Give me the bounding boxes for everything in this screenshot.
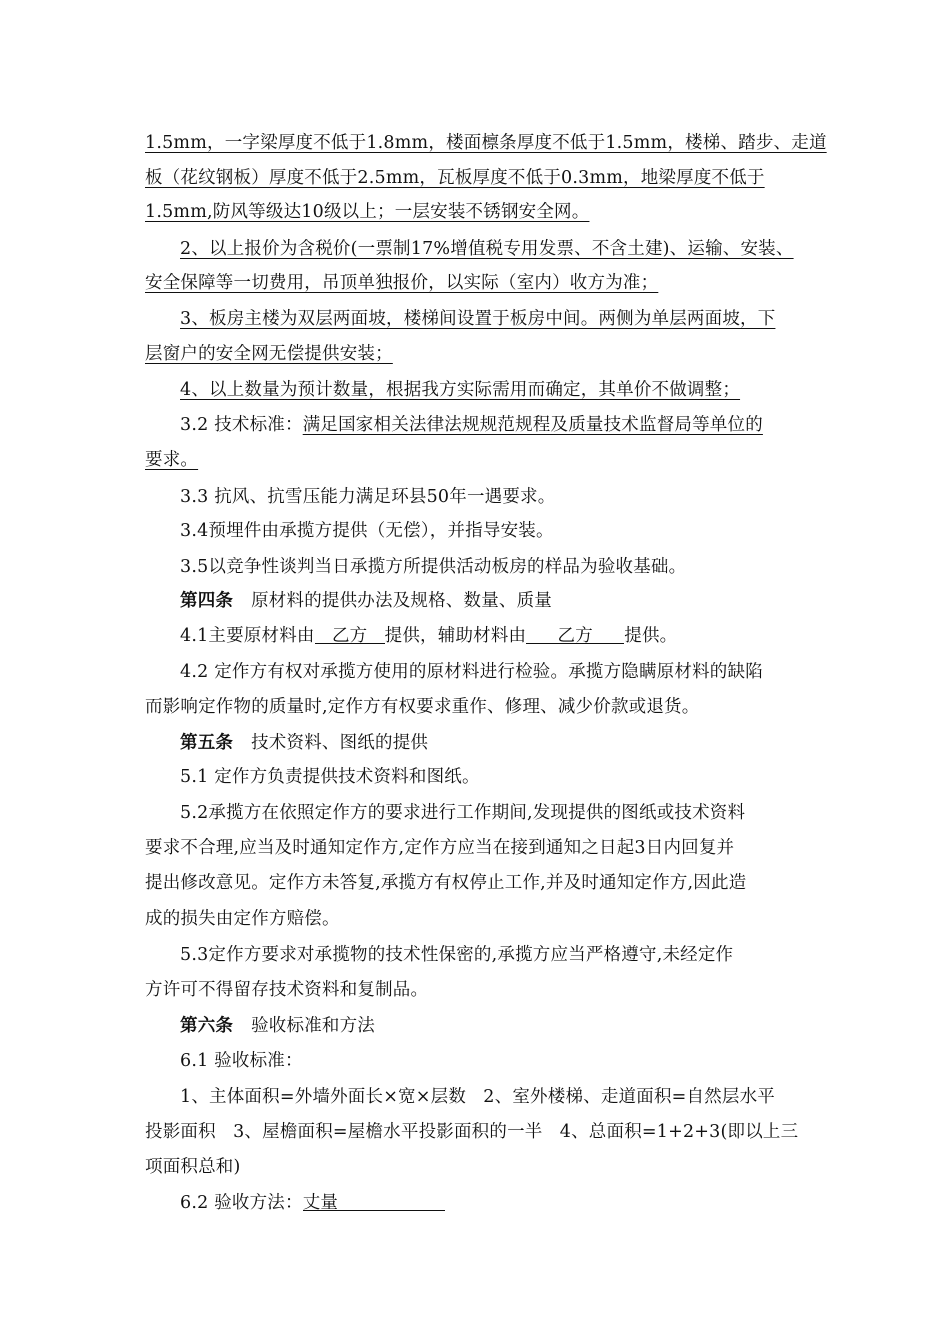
text-line: 4、以上数量为预计数量，根据我方实际需用而确定，其单价不做调整； — [180, 380, 741, 400]
clause-3-4: 3.4预埋件由承揽方提供（无偿），并指导安装。 — [180, 521, 554, 541]
text-line: 2、以上报价为含税价(一票制17%增值税专用发票、不含土建)、运输、安装、 — [180, 239, 794, 259]
article-6-heading — [180, 1014, 810, 1038]
clause-3-5: 3.5以竞争性谈判当日承揽方所提供活动板房的样品为验收基础。 — [180, 557, 687, 577]
text-line: 层窗户的安全网无偿提供安装； — [145, 344, 393, 364]
main-supplier-field: 乙方 — [315, 624, 385, 644]
clause-3-3: 3.3 抗风、抗雪压能力满足环县50年一遇要求。 — [180, 487, 556, 507]
text-line: 要求不合理,应当及时通知定作方,定作方应当在接到通知之日起3日内回复并 — [145, 838, 735, 858]
clause-text: 提供，辅助材料由 — [384, 626, 527, 646]
clause-text: 提供。 — [624, 626, 678, 646]
text-line: 4.2 定作方有权对承揽方使用的原材料进行检验。承揽方隐瞒原材料的缺陷 — [180, 662, 763, 682]
text-line: 而影响定作物的质量时,定作方有权要求重作、修理、减少价款或退货。 — [145, 697, 700, 717]
text-line: 成的损失由定作方赔偿。 — [145, 909, 340, 929]
article-4-heading — [180, 589, 810, 613]
text-line: 投影面积 3、屋檐面积=屋檐水平投影面积的一半 4、总面积=1+2+3(即以上三 — [145, 1122, 799, 1142]
text-line: 5.3定作方要求对承揽物的技术性保密的,承揽方应当严格遵守,未经定作 — [180, 945, 734, 965]
text-line: 板（花纹钢板）厚度不低于2.5mm，瓦板厚度不低于0.3mm，地梁厚度不低于 — [145, 168, 765, 188]
text-line: 项面积总和) — [145, 1157, 241, 1177]
clause-text: 4.1主要原材料由 — [180, 626, 315, 646]
clause-prefix: 6.2 验收方法： — [180, 1193, 303, 1213]
text-line: 5.2承揽方在依照定作方的要求进行工作期间,发现提供的图纸或技术资料 — [180, 803, 746, 823]
article-title: 验收标准和方法 — [251, 1016, 376, 1036]
text-line: 1.5mm，一字梁厚度不低于1.8mm，楼面檩条厚度不低于1.5mm，楼梯、踏步、走道 — [145, 133, 827, 153]
article-title: 技术资料、图纸的提供 — [251, 733, 429, 753]
clause-4-1 — [180, 624, 810, 648]
clause-text: 满足国家相关法律法规规范规程及质量技术监督局等单位的 — [302, 415, 763, 435]
text-line: 方许可不得留存技术资料和复制品。 — [145, 980, 429, 1000]
article-label: 第五条 — [180, 733, 234, 753]
aux-supplier-field: 乙方 — [526, 624, 624, 644]
article-label: 第四条 — [180, 591, 234, 611]
text-line: 3、板房主楼为双层两面坡，楼梯间设置于板房中间。两侧为单层两面坡，下 — [180, 309, 776, 329]
clause-3-2 — [180, 413, 810, 437]
clause-6-2 — [180, 1191, 810, 1215]
article-title: 原材料的提供办法及规格、数量、质量 — [251, 591, 553, 611]
text-line: 安全保障等一切费用，吊顶单独报价，以实际（室内）收方为准； — [145, 273, 659, 293]
clause-6-1: 6.1 验收标准： — [180, 1051, 303, 1071]
article-label: 第六条 — [180, 1016, 234, 1036]
clause-prefix: 3.2 技术标准： — [180, 415, 303, 435]
method-field: 丈量 — [303, 1191, 445, 1211]
text-line: 要求。 — [145, 450, 199, 470]
text-line: 1.5mm,防风等级达10级以上；一层安装不锈钢安全网。 — [145, 202, 590, 222]
article-5-heading — [180, 731, 810, 755]
text-line: 提出修改意见。定作方未答复,承揽方有权停止工作,并及时通知定作方,因此造 — [145, 873, 747, 893]
clause-5-1: 5.1 定作方负责提供技术资料和图纸。 — [180, 767, 480, 787]
text-line: 1、主体面积=外墙外面长×宽×层数 2、室外楼梯、走道面积=自然层水平 — [180, 1087, 776, 1107]
